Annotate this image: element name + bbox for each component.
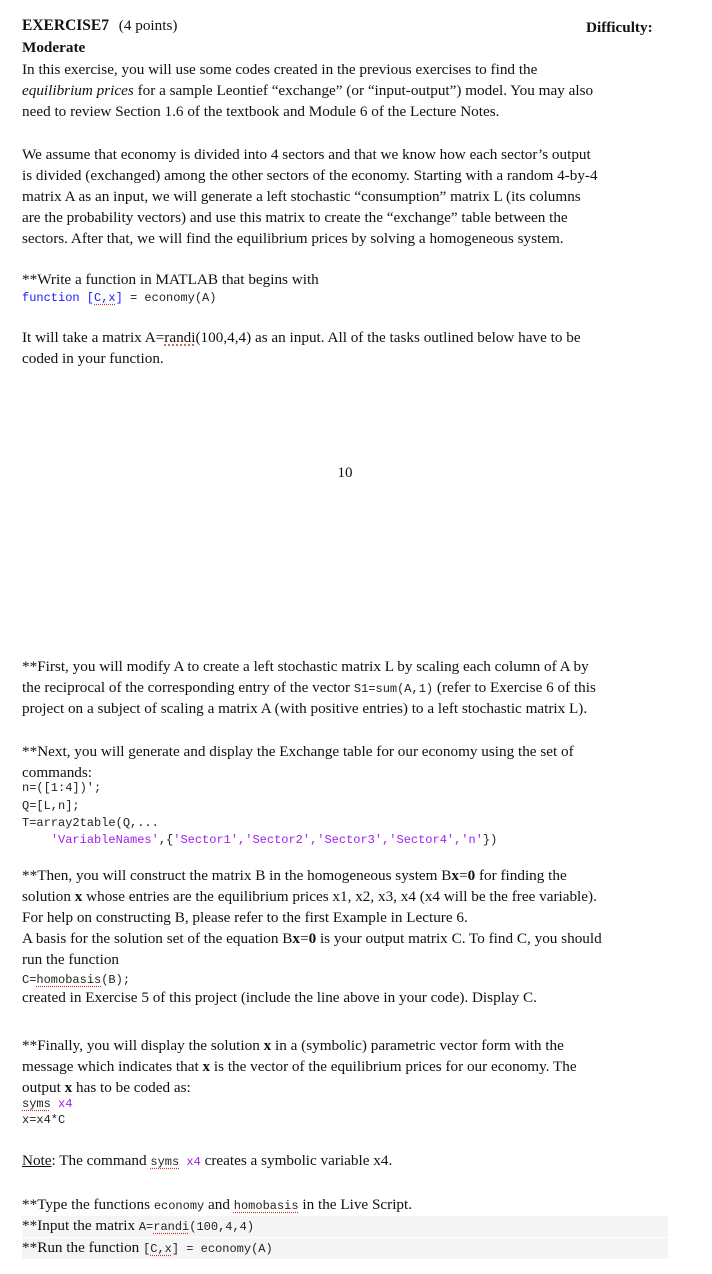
then-line-3: For help on constructing B, please refer to the first Example in Lecture 6. xyxy=(22,909,468,926)
code-line-variable-names xyxy=(22,831,497,849)
page-one xyxy=(0,0,712,578)
randi-word: randi xyxy=(164,329,196,346)
para2-line-5: sectors. After that, we will find the equilibrium prices by solving a homogeneous system. xyxy=(22,230,564,247)
final-line-1 xyxy=(22,1036,564,1056)
note-text-b: creates a symbolic variable x4. xyxy=(200,1152,393,1169)
code-indent xyxy=(22,833,51,847)
equals-sign: = xyxy=(459,867,468,884)
then-line-2-b: whose entries are the equilibrium prices x1, x2, x3, x4 (x4 will be the free variable). xyxy=(82,888,597,905)
write-function-instruction: **Write a function in MATLAB that begins with xyxy=(22,271,319,288)
homobasis-code: homobasis xyxy=(233,1199,299,1213)
s1-sum-code: S1=sum(A,1) xyxy=(353,682,434,696)
code-c-assign: C= xyxy=(22,973,37,987)
intro-line-3: need to review Section 1.6 of the textbook and Module 6 of the Lecture Notes. xyxy=(22,103,500,120)
equilibrium-prices-term: equilibrium prices xyxy=(22,82,134,99)
final-line-2-a: message which indicates that xyxy=(22,1058,203,1075)
code-line-t xyxy=(22,814,159,832)
syms-code-line xyxy=(22,1096,72,1113)
then-line-1-b: for finding the xyxy=(475,867,567,884)
first-line-2-a: the reciprocal of the corresponding entry of the vector xyxy=(22,679,354,696)
then-line-5: run the function xyxy=(22,951,120,968)
type-and: and xyxy=(204,1196,234,1213)
final-line-3-a: output xyxy=(22,1079,65,1096)
note-syms: syms xyxy=(150,1155,180,1169)
homobasis-fn: homobasis xyxy=(36,973,102,987)
bold-zero: 0 xyxy=(308,930,317,947)
code-line-q: Q=[L,n]; xyxy=(22,799,80,813)
fn-bracket-close: ] xyxy=(115,291,123,305)
function-keyword: function xyxy=(22,291,80,305)
code-line-n: n=([1:4])'; xyxy=(22,781,102,795)
type-line-b: in the Live Script. xyxy=(298,1196,413,1213)
then-line-2-a: solution xyxy=(22,888,75,905)
exercise-label: EXERCISE7 xyxy=(22,17,109,34)
then-line-1-a: **Then, you will construct the matrix B in the homogeneous system B xyxy=(22,867,452,884)
first-line-1: **First, you will modify A to create a left stochastic matrix L by scaling each column of A by xyxy=(22,658,589,675)
type-functions-line xyxy=(22,1195,412,1216)
first-line-2 xyxy=(22,678,596,699)
input-line-1-a: It will take a matrix A= xyxy=(22,329,165,346)
bold-zero: 0 xyxy=(467,867,476,884)
exercise-heading xyxy=(22,16,177,36)
run-function-line xyxy=(22,1238,668,1259)
function-signature-code xyxy=(22,288,216,308)
type-line-a: **Type the functions xyxy=(22,1196,154,1213)
sector-names-strings: 'Sector1','Sector2','Sector3','Sector4','n' xyxy=(173,833,483,847)
next-line-1: **Next, you will generate and display the Exchange table for our economy using the set of xyxy=(22,743,574,760)
economy-code: economy xyxy=(153,1199,205,1213)
input-matrix-text: **Input the matrix xyxy=(22,1217,139,1234)
syms-keyword: syms xyxy=(22,1097,51,1111)
code-c-args: (B); xyxy=(101,973,131,987)
final-line-3-b: has to be coded as: xyxy=(72,1079,191,1096)
syms-variable: x4 xyxy=(50,1097,73,1111)
bold-x: x xyxy=(263,1037,272,1054)
note-var: x4 xyxy=(179,1155,201,1169)
final-line-2 xyxy=(22,1057,577,1077)
first-line-3: project on a subject of scaling a matrix A (with positive entries) to a left stochastic matrix L). xyxy=(22,700,588,717)
equals-sign: = xyxy=(299,930,309,947)
input-matrix-line xyxy=(22,1216,668,1237)
then-line-1 xyxy=(22,866,567,886)
intro-line-2-rest: for a sample Leontief “exchange” (or “input-output”) model. You may also xyxy=(133,82,594,99)
variable-names-string: 'VariableNames' xyxy=(50,833,159,847)
para2-line-4: are the probability vectors) and use this matrix to create the “exchange” table between the xyxy=(22,209,568,226)
x-assign-code-line: x=x4*C xyxy=(22,1113,66,1127)
input-randi: randi xyxy=(153,1220,190,1234)
next-line-2: commands: xyxy=(22,764,93,781)
run-output-vars: C,x xyxy=(150,1242,172,1256)
final-line-2-b: is the vector of the equilibrium prices for our economy. The xyxy=(210,1058,577,1075)
note-text-a: : The command xyxy=(51,1152,151,1169)
then-line-4-b: is your output matrix C. To find C, you should xyxy=(316,930,602,947)
bold-x: x xyxy=(202,1058,211,1075)
run-call-rest: ] = economy(A) xyxy=(171,1242,273,1256)
final-line-3 xyxy=(22,1078,191,1098)
homobasis-call-code xyxy=(22,971,130,989)
bold-x: x xyxy=(64,1079,73,1096)
intro-line-2 xyxy=(22,81,593,101)
input-line-1 xyxy=(22,328,581,348)
para2-line-3: matrix A as an input, we will generate a left stochastic “consumption” matrix L (its columns xyxy=(22,188,581,205)
note-label: Note xyxy=(22,1152,52,1169)
final-line-1-a: **Finally, you will display the solution xyxy=(22,1037,264,1054)
fn-output-vars: C,x xyxy=(94,291,116,305)
para2-line-1: We assume that economy is divided into 4 sectors and that we know how each sector’s output xyxy=(22,146,591,163)
fn-signature-rest: = economy(A) xyxy=(122,291,217,305)
then-line-2 xyxy=(22,887,597,907)
intro-line-1: In this exercise, you will use some codes created in the previous exercises to find the xyxy=(22,61,538,78)
difficulty-label: Difficulty: xyxy=(586,19,653,36)
page-number: 10 xyxy=(337,465,353,481)
input-randi-args: (100,4,4) xyxy=(189,1220,255,1234)
bold-x: x xyxy=(451,867,460,884)
input-line-2: coded in your function. xyxy=(22,350,164,367)
difficulty-value: Moderate xyxy=(22,39,86,56)
para2-line-2: is divided (exchanged) among the other sectors of the economy. Starting with a random 4-by-4 xyxy=(22,167,598,184)
fn-bracket-open: [ xyxy=(79,291,95,305)
run-function-text: **Run the function xyxy=(22,1239,144,1256)
final-line-1-b: in a (symbolic) parametric vector form with the xyxy=(271,1037,564,1054)
page-gap xyxy=(0,578,712,590)
page-two xyxy=(0,590,712,1274)
exercise-points: (4 points) xyxy=(118,17,178,34)
run-bracket-open: [ xyxy=(143,1242,151,1256)
then-line-4-a: A basis for the solution set of the equation B xyxy=(22,930,293,947)
then-line-6: created in Exercise 5 of this project (include the line above in your code). Display C. xyxy=(22,989,537,1006)
array2table-call: T=array2table(Q,... xyxy=(22,816,159,830)
first-line-2-b: (refer to Exercise 6 of this xyxy=(433,679,596,696)
code-brace-open: ,{ xyxy=(158,833,174,847)
bold-x: x xyxy=(292,930,300,947)
note-line xyxy=(22,1151,392,1172)
code-brace-close: }) xyxy=(482,833,498,847)
input-matrix-assign: A= xyxy=(138,1220,154,1234)
input-line-1-c: (100,4,4) as an input. All of the tasks outlined below have to be xyxy=(195,329,581,346)
then-line-4 xyxy=(22,929,602,949)
bold-x: x xyxy=(74,888,83,905)
